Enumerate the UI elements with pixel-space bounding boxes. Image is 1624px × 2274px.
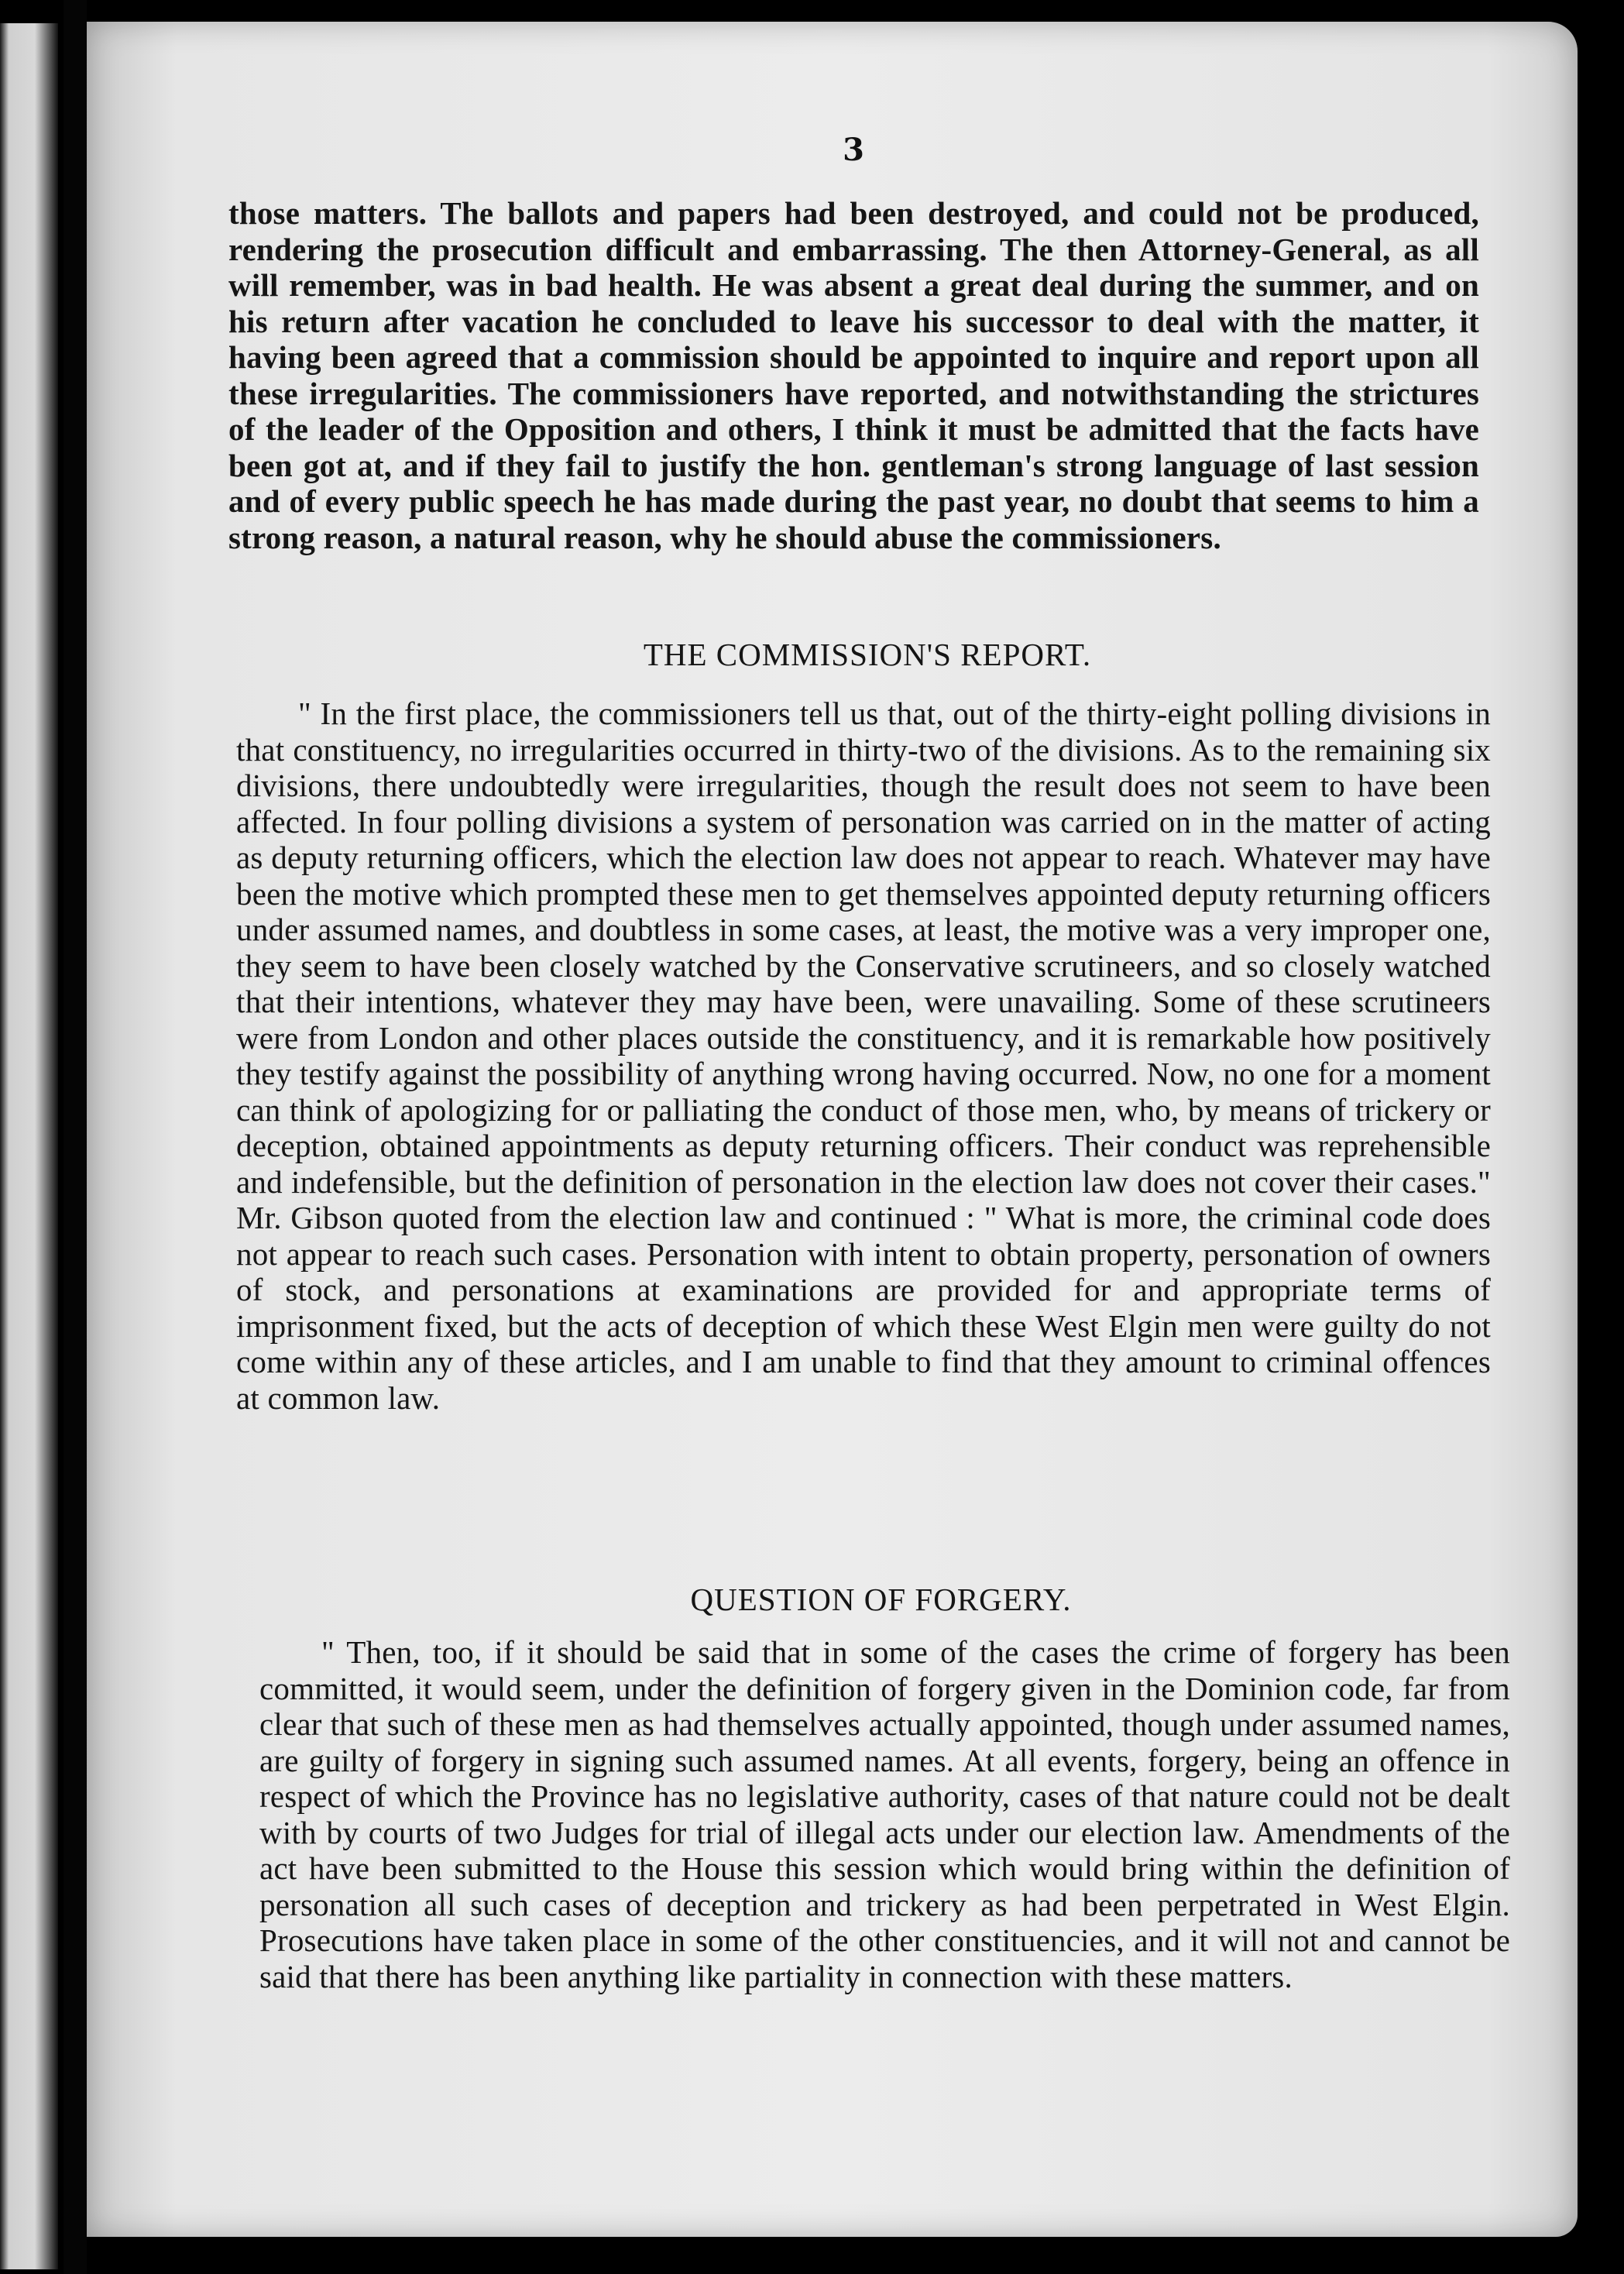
heading-commission-report: THE COMMISSION'S REPORT. (643, 637, 1092, 672)
paragraph-block-3 (259, 1634, 1510, 1994)
section-heading-question-of-forgery (232, 1582, 1530, 1617)
page-number: 3 (843, 132, 864, 168)
facing-page-edge (0, 23, 58, 2269)
paragraph-block-2 (236, 696, 1491, 1416)
paragraph-3: " Then, too, if it should be said that in some of the cases the crime of forgery has been committed, it would seem, under the definition of forgery given in the Dominion code, far from clear that such of these men as had themselves actually appointed, though under assumed names, are guilty of forgery in signing such assumed names. At all events, forgery, being an offence in respect of which the Province has no legislative authority, cases of that nature could not be dealt with by courts of two Judges for trial of illegal acts under our election law. Amendments of the act have been submitted to the House this session which would bring within the definition of personation all such cases of deception and trickery as had been perpetrated in West Elgin. Prosecutions have taken place in some of the other constituencies, and it will not and cannot be said that there has been anything like partiality in connection with these matters. (259, 1634, 1510, 1994)
book-gutter (64, 0, 87, 2274)
section-heading-commission-report (232, 637, 1502, 672)
paragraph-block-1 (228, 195, 1479, 555)
paragraph-2: " In the first place, the commissioners tell us that, out of the thirty-eight polling divisions in that constituency, no irregularities occurred in thirty-two of the divisions. As to the remaining six divisions, there undoubtedly were irregularities, though the result does not seem to have been affected. In four polling divisions a system of personation was carried on in the matter of acting as deputy returning officers, which the election law does not appear to reach. Whatever may have been the motive which prompted these men to get themselves appointed deputy returning officers under assumed names, and doubtless in some cases, at least, the motive was a very improper one, they seem to have been closely watched by the Conservative scrutineers, and so closely watched that their intentions, whatever they may have been, were unavailing. Some of these scrutineers were from London and other places outside the constituency, and it is remarkable how positively they testify against the possibility of anything wrong having occurred. Now, no one for a moment can think of apologizing for or palliating the conduct of those men, who, by means of trickery or deception, obtained appointments as deputy returning officers. Their conduct was reprehensible and indefensible, but the definition of personation in the election law does not cover their cases." Mr. Gibson quoted from the election law and continued : " What is more, the criminal code does not appear to reach such cases. Personation with intent to obtain property, personation of owners of stock, and personations at examinations are provided for and appropriate terms of imprisonment fixed, but the acts of deception of which these West Elgin men were guilty do not come within any of these articles, and I am unable to find that they amount to criminal offences at common law. (236, 696, 1491, 1416)
heading-question-of-forgery: QUESTION OF FORGERY. (690, 1582, 1072, 1617)
paragraph-1: those matters. The ballots and papers had been destroyed, and could not be produced, rendering the prosecution difficult and embarrassing. The then Attorney-General, as all will remember, was in bad health. He was absent a great deal during the summer, and on his return after vacation he concluded to leave his successor to deal with the matter, it having been agreed that a commission should be appointed to inquire and report upon all these irregularities. The commissioners have reported, and notwithstanding the strictures of the leader of the Opposition and others, I think it must be admitted that the facts have been got at, and if they fail to justify the hon. gentleman's strong language of last session and of every public speech he has made during the past year, no doubt that seems to him a strong reason, a natural reason, why he should abuse the commissioners. (228, 195, 1479, 555)
